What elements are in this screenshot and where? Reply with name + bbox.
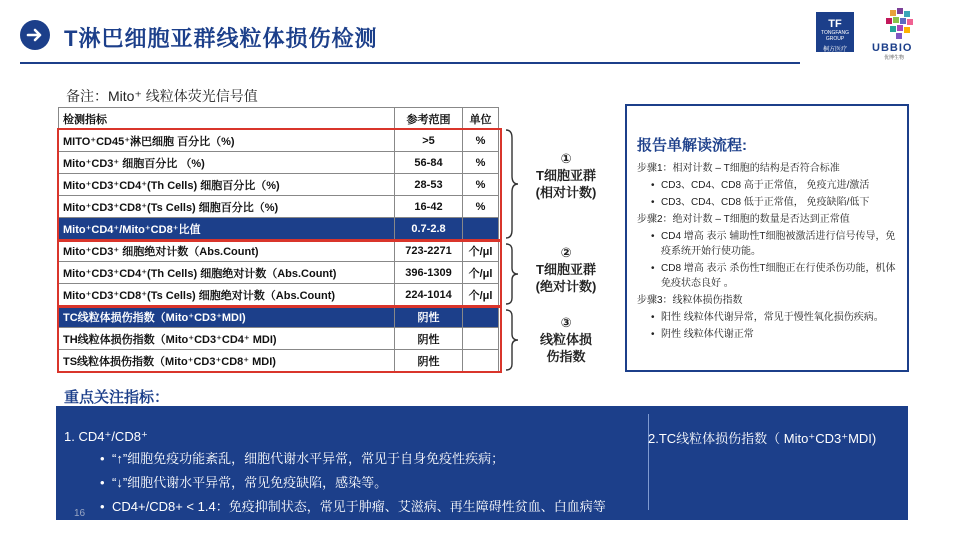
header-indicator: 检测指标 bbox=[59, 108, 395, 130]
arrow-right-icon bbox=[20, 20, 50, 50]
row-indicator: TS线粒体损伤指数（Mito⁺CD3⁺CD8⁺ MDI) bbox=[59, 350, 395, 372]
row-unit: 个/μl bbox=[463, 240, 499, 262]
report-step-1: 步骤1：相对计数 – T细胞的结构是否符合标准 bbox=[637, 163, 840, 174]
list-item: • CD4+/CD8+ < 1.4：免疫抑制状态，常见于肿瘤、艾滋病、再生障碍性贫血、白血病等 bbox=[64, 496, 650, 518]
row-indicator: Mito⁺CD3⁺ 细胞百分比 （%) bbox=[59, 152, 395, 174]
group-box-absolute bbox=[57, 240, 502, 307]
list-item: • 阴性 线粒体代谢正常 bbox=[651, 327, 897, 342]
row-range: 阴性 bbox=[395, 306, 463, 328]
list-item: • “↓”细胞代谢水平异常，常见免疫缺陷，感染等。 bbox=[64, 472, 650, 494]
group-line2: 伤指数 bbox=[546, 349, 586, 364]
row-unit: % bbox=[463, 130, 499, 152]
header-range: 参考范围 bbox=[395, 108, 463, 130]
group-line1: T细胞亚群 bbox=[536, 168, 596, 183]
focus-box bbox=[56, 406, 908, 520]
row-indicator: Mito⁺CD4⁺/Mito⁺CD8⁺比值 bbox=[59, 218, 395, 240]
row-indicator: Mito⁺CD3⁺CD8⁺(Ts Cells) 细胞百分比（%) bbox=[59, 196, 395, 218]
list-item: • CD3、CD4、CD8 高于正常值， 免疫亢进/激活 bbox=[651, 178, 897, 193]
brace-absolute bbox=[505, 242, 519, 306]
report-title: 报告单解读流程: bbox=[637, 137, 747, 154]
group-line1: 线粒体损 bbox=[539, 332, 592, 347]
group-label-absolute bbox=[524, 244, 608, 295]
header-unit: 单位 bbox=[463, 108, 499, 130]
report-step-2: 步骤2：绝对计数 – T细胞的数量是否达到正常值 bbox=[637, 214, 850, 225]
tongfang-logo bbox=[816, 12, 854, 52]
focus-left-column bbox=[64, 428, 650, 518]
row-range: 0.7-2.8 bbox=[395, 218, 463, 240]
report-step-3-list bbox=[637, 310, 897, 342]
brace-mdi bbox=[505, 308, 519, 372]
row-unit: % bbox=[463, 196, 499, 218]
group-line1: T细胞亚群 bbox=[536, 262, 596, 277]
group-line2: (绝对计数) bbox=[535, 279, 597, 294]
list-item: • 阳性 线粒体代谢异常，常见于慢性氧化损伤疾病。 bbox=[651, 310, 897, 325]
group-line2: (相对计数) bbox=[535, 185, 597, 200]
row-range: >5 bbox=[395, 130, 463, 152]
group-label-mdi bbox=[524, 314, 608, 365]
brace-relative bbox=[505, 128, 519, 240]
ubbio-logo-mark bbox=[868, 6, 938, 42]
report-step-2-list bbox=[637, 229, 897, 291]
row-unit: 个/μl bbox=[463, 284, 499, 306]
row-indicator: TC线粒体损伤指数（Mito⁺CD3⁺MDI) bbox=[59, 306, 395, 328]
row-indicator: Mito⁺CD3⁺CD4⁺(Th Cells) 细胞绝对计数（Abs.Count) bbox=[59, 262, 395, 284]
focus-right-head: 2.TC线粒体损伤指数（ Mito⁺CD3⁺MDI) bbox=[648, 431, 877, 446]
ubbio-logo-text: UBBIO bbox=[872, 42, 913, 54]
report-step-1-list bbox=[637, 178, 897, 210]
row-range: 28-53 bbox=[395, 174, 463, 196]
row-range: 16-42 bbox=[395, 196, 463, 218]
ubbio-logo bbox=[868, 6, 938, 60]
report-step-3: 步骤3：线粒体损伤指数 bbox=[637, 295, 743, 306]
row-indicator: Mito⁺CD3⁺CD4⁺(Th Cells) 细胞百分比（%) bbox=[59, 174, 395, 196]
row-range: 396-1309 bbox=[395, 262, 463, 284]
row-indicator: MITO⁺CD45⁺淋巴细胞 百分比（%) bbox=[59, 130, 395, 152]
row-range: 阴性 bbox=[395, 350, 463, 372]
row-indicator: Mito⁺CD3⁺CD8⁺(Ts Cells) 细胞绝对计数（Abs.Count) bbox=[59, 284, 395, 306]
page-number: 16 bbox=[74, 508, 86, 519]
tongfang-logo-en: TONGFANG GROUP bbox=[821, 30, 849, 42]
group-number: ③ bbox=[560, 315, 572, 330]
group-label-relative bbox=[524, 150, 608, 201]
focus-left-head: 1. CD4⁺/CD8⁺ bbox=[64, 429, 148, 444]
table-note: 备注：Mito⁺ 线粒体荧光信号值 bbox=[66, 88, 258, 104]
list-item: • CD3、CD4、CD8 低于正常值， 免疫缺陷/低下 bbox=[651, 195, 897, 210]
row-unit: % bbox=[463, 174, 499, 196]
list-item: • CD4 增高 表示 辅助性T细胞被激活进行信号传导，免疫系统开始行使功能。 bbox=[651, 229, 897, 259]
row-range: 723-2271 bbox=[395, 240, 463, 262]
row-unit: 个/μl bbox=[463, 262, 499, 284]
header-divider bbox=[20, 62, 800, 64]
row-range: 224-1014 bbox=[395, 284, 463, 306]
slide-header bbox=[0, 0, 960, 68]
group-number: ① bbox=[560, 151, 572, 166]
focus-title: 重点关注指标： bbox=[64, 389, 170, 406]
ubbio-logo-sub: 优博生物 bbox=[884, 55, 905, 61]
row-indicator: TH线粒体损伤指数（Mito⁺CD3⁺CD4⁺ MDI) bbox=[59, 328, 395, 350]
row-range: 阴性 bbox=[395, 328, 463, 350]
row-range: 56-84 bbox=[395, 152, 463, 174]
list-item: • “↑”细胞免疫功能紊乱，细胞代谢水平异常，常见于自身免疫性疾病； bbox=[64, 448, 650, 470]
report-interpretation-panel bbox=[625, 104, 909, 372]
page-title: T淋巴细胞亚群线粒体损伤检测 bbox=[64, 26, 378, 51]
row-unit: % bbox=[463, 152, 499, 174]
list-item: • CD8 增高 表示 杀伤性T细胞正在行使杀伤功能，机体免疫状态良好 。 bbox=[651, 261, 897, 291]
row-indicator: Mito⁺CD3⁺ 细胞绝对计数（Abs.Count) bbox=[59, 240, 395, 262]
table-header-row bbox=[59, 108, 499, 130]
group-number: ② bbox=[560, 245, 572, 260]
group-box-mdi bbox=[57, 306, 502, 373]
tongfang-logo-cn: 桐方医疗 bbox=[822, 47, 847, 53]
group-box-relative bbox=[57, 128, 502, 241]
tongfang-logo-mark: TF bbox=[828, 18, 842, 30]
